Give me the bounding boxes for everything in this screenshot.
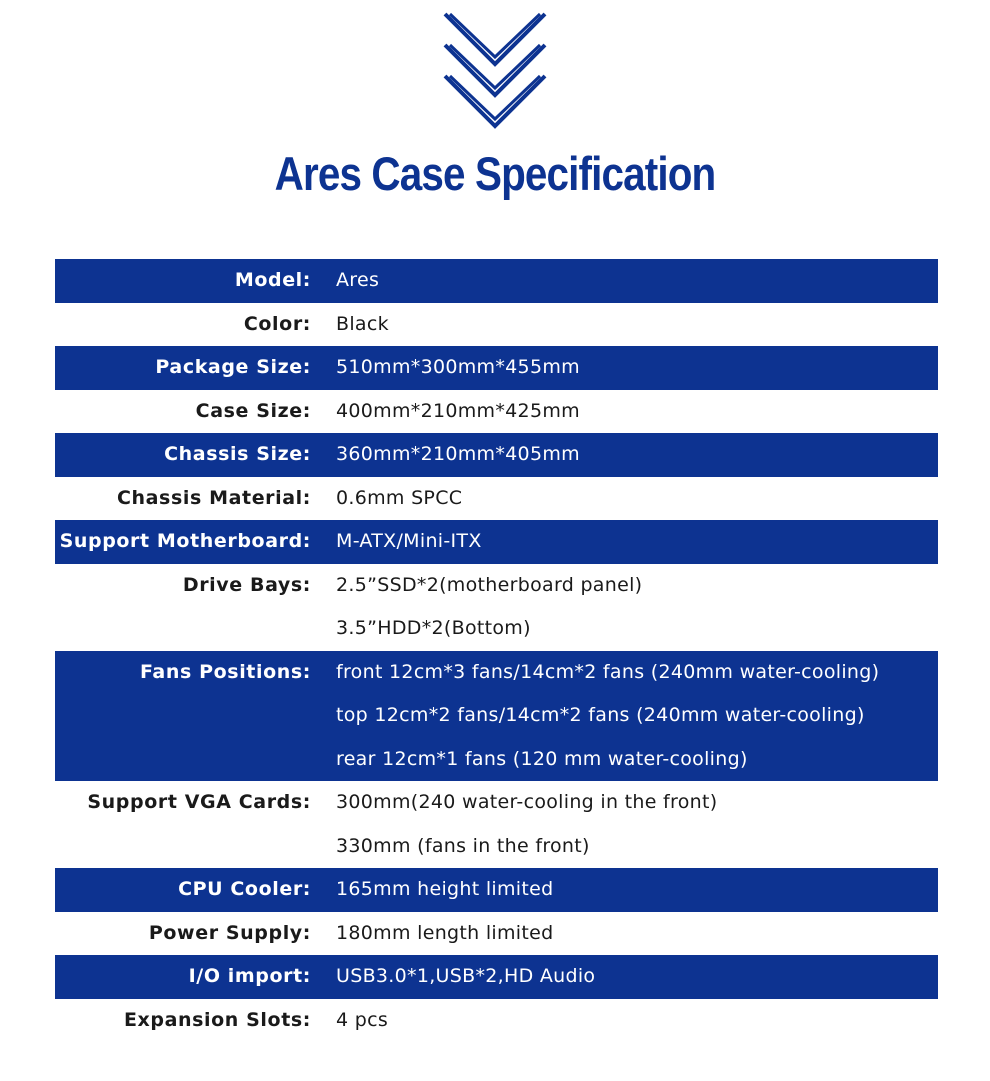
- spec-values: [336, 477, 462, 521]
- spec-row: [55, 651, 938, 782]
- spec-value: top 12cm*2 fans/14cm*2 fans (240mm water-cooling): [336, 704, 865, 726]
- spec-label: Fans Positions:: [139, 660, 311, 683]
- spec-value: 510mm*300mm*455mm: [336, 356, 580, 378]
- spec-label: Chassis Material:: [116, 486, 311, 509]
- spec-value: 3.5”HDD*2(Bottom): [336, 617, 531, 639]
- spec-row: [55, 999, 938, 1043]
- spec-label: Support Motherboard:: [59, 530, 311, 552]
- spec-value: rear 12cm*1 fans (120 mm water-cooling): [336, 747, 748, 770]
- spec-value: 300mm(240 water-cooling in the front): [336, 791, 718, 813]
- spec-label: Case Size:: [195, 399, 311, 422]
- spec-row: [55, 520, 938, 564]
- spec-value: 330mm (fans in the front): [336, 834, 590, 857]
- spec-values: [336, 433, 580, 477]
- spec-row: [55, 346, 938, 390]
- spec-value: Black: [336, 312, 389, 335]
- spec-row: [55, 955, 938, 999]
- spec-value: USB3.0*1,USB*2,HD Audio: [336, 965, 596, 987]
- spec-table: [55, 259, 938, 1042]
- spec-row: [55, 433, 938, 477]
- spec-label: Chassis Size:: [164, 443, 311, 465]
- spec-values: [336, 259, 379, 303]
- spec-label: Color:: [243, 312, 311, 335]
- spec-value: 4 pcs: [336, 1008, 389, 1031]
- spec-row: [55, 477, 938, 521]
- page-title: Ares Case Specification: [274, 147, 716, 200]
- spec-label: Support VGA Cards:: [87, 791, 311, 813]
- spec-value: 165mm height limited: [336, 878, 554, 900]
- spec-value: 400mm*210mm*425mm: [336, 399, 580, 422]
- spec-label: Drive Bays:: [182, 573, 311, 596]
- spec-values: [336, 955, 595, 999]
- spec-value: front 12cm*3 fans/14cm*2 fans (240mm water-cooling): [336, 660, 880, 683]
- spec-values: [336, 303, 389, 347]
- spec-values: [336, 651, 879, 782]
- spec-label: Package Size:: [155, 356, 311, 378]
- chevron-stack-icon: [440, 12, 550, 132]
- spec-value: 2.5”SSD*2(motherboard panel): [336, 573, 643, 596]
- spec-label: Expansion Slots:: [123, 1008, 311, 1031]
- spec-row: [55, 912, 938, 956]
- spec-value: 180mm length limited: [336, 921, 554, 944]
- spec-values: [336, 564, 642, 651]
- spec-value: 360mm*210mm*405mm: [336, 443, 580, 465]
- spec-value: 0.6mm SPCC: [336, 486, 463, 509]
- spec-label: CPU Cooler:: [178, 878, 311, 900]
- spec-row: [55, 303, 938, 347]
- spec-values: [336, 390, 580, 434]
- spec-label: Model:: [234, 269, 311, 291]
- spec-values: [336, 912, 553, 956]
- spec-row: [55, 390, 938, 434]
- spec-values: [336, 781, 717, 868]
- spec-values: [336, 868, 553, 912]
- spec-label: Power Supply:: [148, 921, 311, 944]
- spec-value: Ares: [336, 269, 380, 291]
- spec-values: [336, 520, 482, 564]
- spec-values: [336, 999, 388, 1043]
- spec-values: [336, 346, 580, 390]
- spec-row: [55, 259, 938, 303]
- spec-value: M-ATX/Mini-ITX: [336, 530, 482, 552]
- spec-row: [55, 564, 938, 651]
- spec-row: [55, 781, 938, 868]
- spec-row: [55, 868, 938, 912]
- spec-label: I/O import:: [188, 965, 311, 987]
